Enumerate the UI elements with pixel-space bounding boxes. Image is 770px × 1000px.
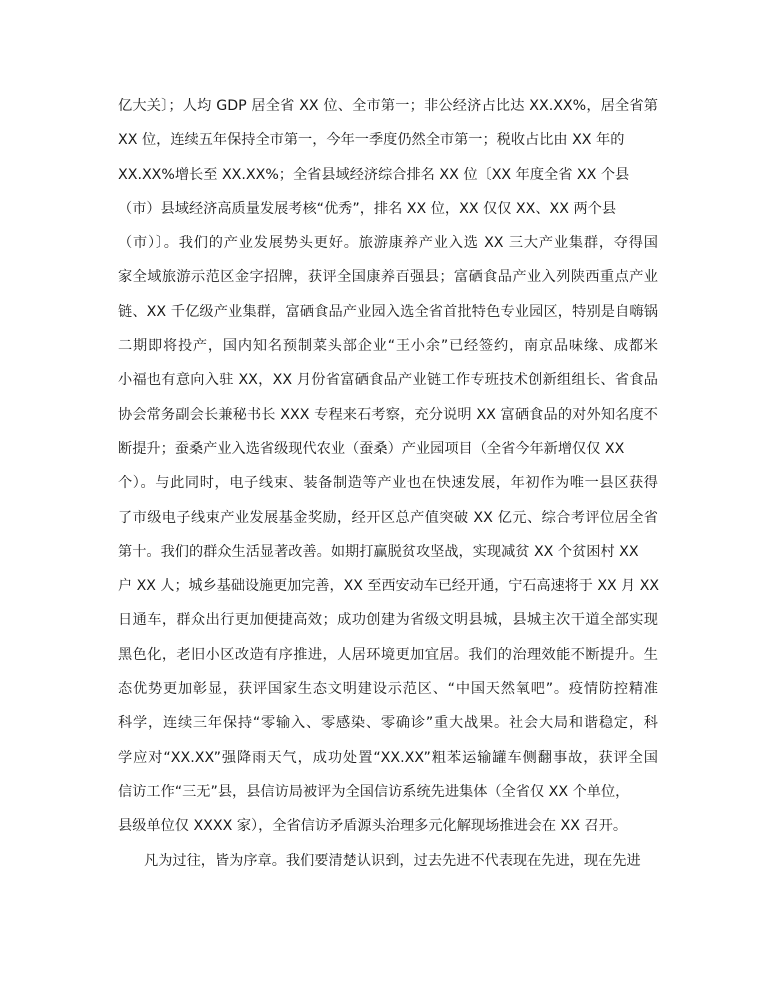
body-text [118, 89, 658, 878]
text-line-17: 黑色化，老旧小区改造有序推进，人居环境更加宜居。我们的治理效能不断提升。生 [118, 646, 658, 663]
text-line-19: 科学，连续三年保持“零输入、零感染、零确诊”重大战果。社会大局和谐稳定，科 [118, 715, 658, 732]
text-line-6: 家全域旅游示范区金字招牌，获评全国康养百强县；富硒食品产业入列陕西重点产业 [118, 269, 658, 286]
text-line-14: 第十。我们的群众生活显著改善。如期打赢脱贫攻坚战，实现减贫 XX 个贫困村 XX [118, 543, 639, 560]
text-line-2: XX 位，连续五年保持全市第一，今年一季度仍然全市第一；税收占比由 XX 年的 [118, 132, 625, 149]
text-line-9: 小福也有意向入驻 XX，XX 月份省富硒食品产业链工作专班技术创新组组长、省食品 [118, 372, 658, 389]
text-line-15: 户 XX 人；城乡基础设施更加完善，XX 至西安动车已经开通，宁石高速将于 XX 月 XX [118, 578, 660, 595]
text-line-1: 亿大关〕；人均 GDP 居全省 XX 位、全市第一；非公经济占比达 XX.XX%，居全省第 [118, 98, 658, 114]
text-line-21: 信访工作“三无”县，县信访局被评为全国信访系统先进集体（全省仅 XX 个单位， [118, 783, 630, 800]
text-line-3: XX.XX%增长至 XX.XX%；全省县域经济综合排名 XX 位〔XX 年度全省 XX 个县 [118, 166, 630, 183]
text-line-22: 县级单位仅 XXXX 家），全省信访矛盾源头治理多元化解现场推进会在 XX 召开。 [118, 818, 628, 835]
text-line-11: 断提升；蚕桑产业入选省级现代农业（蚕桑）产业园项目（全省今年新增仅仅 XX [118, 440, 625, 457]
text-line-13: 了市级电子线束产业发展基金奖励，经开区总产值突破 XX 亿元、综合考评位居全省 [118, 509, 658, 526]
text-line-4: （市）县域经济高质量发展考核“优秀”，排名 XX 位，XX 仅仅 XX、XX 两个县 [118, 200, 617, 217]
text-line-16: 日通车，群众出行更加便捷高效；成功创建为省级文明县城，县城主次干道全部实现 [118, 612, 658, 629]
text-line-5: （市）〕。我们的产业发展势头更好。旅游康养产业入选 XX 三大产业集群，夺得国 [118, 235, 658, 252]
text-line-7: 链、XX 千亿级产业集群，富硒食品产业园入选全省首批特色专业园区，特别是自嗨锅 [118, 303, 658, 320]
text-line-10: 协会常务副会长兼秘书长 XXX 专程来石考察，充分说明 XX 富硒食品的对外知名度不 [118, 406, 658, 423]
text-line-23: 凡为过往，皆为序章。我们要清楚认识到，过去先进不代表现在先进，现在先进 [144, 852, 641, 869]
text-line-20: 学应对“XX.XX”强降雨天气，成功处置“XX.XX”粗苯运输罐车侧翻事故，获评全国 [118, 749, 658, 766]
text-line-12: 个）。与此同时，电子线束、装备制造等产业也在快速发展，年初作为唯一县区获得 [118, 475, 658, 492]
text-line-8: 二期即将投产，国内知名预制菜头部企业“王小余”已经签约，南京品味缘、成都米 [118, 338, 658, 355]
text-line-18: 态优势更加彰显，获评国家生态文明建设示范区、“中国天然氧吧”。疫情防控精准 [118, 681, 658, 698]
